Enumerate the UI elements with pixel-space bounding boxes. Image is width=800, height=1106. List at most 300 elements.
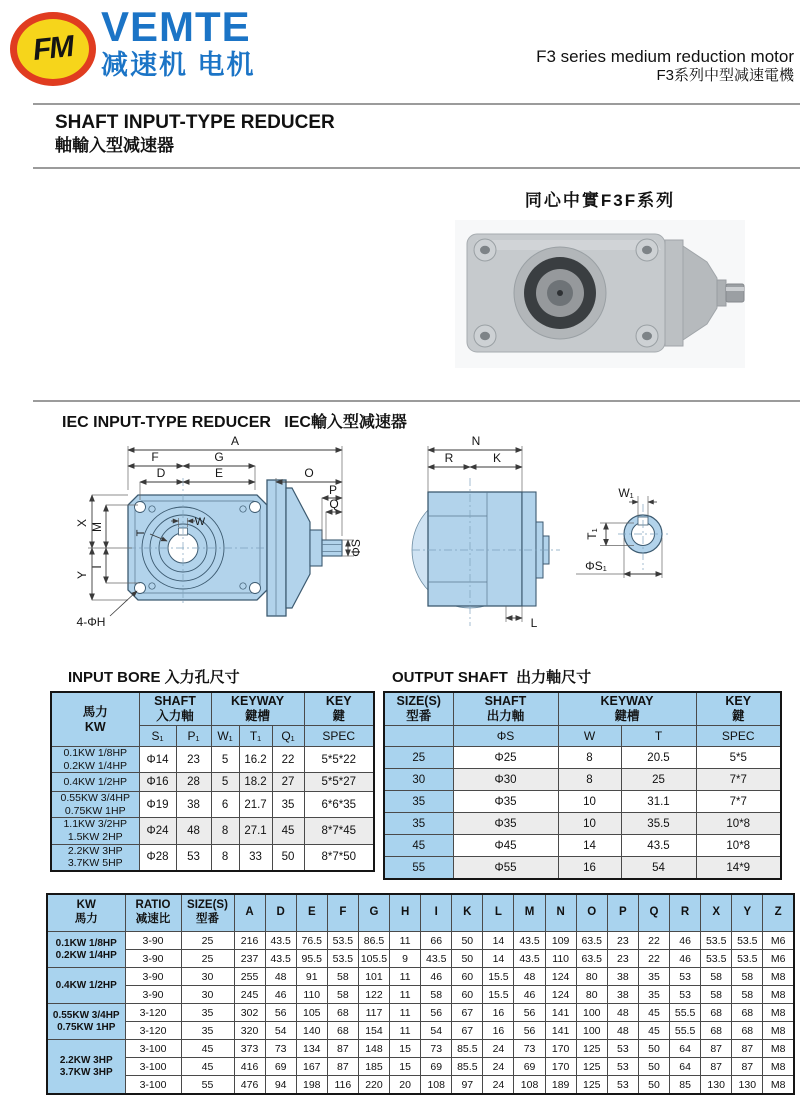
col-header-p1: P₁ — [176, 726, 211, 747]
value-cell: 73 — [421, 1040, 452, 1058]
value-cell: 69 — [421, 1058, 452, 1076]
value-cell: 97 — [452, 1076, 483, 1095]
col-header-shaft: SHAFT 入力軸 — [139, 692, 211, 726]
dim-label-O: O — [304, 466, 314, 480]
value-cell: Φ35 — [453, 813, 558, 835]
value-cell: 125 — [576, 1058, 607, 1076]
value-cell: 8*7*45 — [304, 818, 374, 844]
value-cell: 14*9 — [696, 857, 781, 880]
value-cell: 101 — [358, 968, 389, 986]
value-cell: 24 — [483, 1076, 514, 1095]
value-cell: 30 — [181, 968, 234, 986]
value-cell: 6 — [211, 792, 239, 818]
value-cell: 5 — [211, 773, 239, 792]
value-cell: Φ24 — [139, 818, 176, 844]
value-cell: 53.5 — [701, 950, 732, 968]
value-cell: 154 — [358, 1022, 389, 1040]
value-cell: 198 — [296, 1076, 327, 1095]
value-cell: 3-100 — [125, 1076, 181, 1095]
value-cell: 130 — [701, 1076, 732, 1095]
value-cell: 50 — [638, 1058, 669, 1076]
col-header-phis: ΦS — [453, 726, 558, 747]
cell-line: 2.2KW 3HP — [67, 844, 123, 857]
value-cell: 100 — [576, 1004, 607, 1022]
value-cell: 15 — [390, 1058, 421, 1076]
value-cell: 28 — [176, 773, 211, 792]
value-cell: 50 — [638, 1076, 669, 1095]
input-bore-title: INPUT BORE 入力孔尺寸 — [68, 669, 240, 686]
input-bore-tbody — [51, 747, 374, 871]
value-cell: 45 — [638, 1022, 669, 1040]
col-header-blank — [384, 726, 453, 747]
value-cell: 7*7 — [696, 769, 781, 791]
value-cell: 14 — [483, 950, 514, 968]
col-header-k: K — [452, 894, 483, 932]
value-cell: 10 — [558, 791, 621, 813]
value-cell: Φ19 — [139, 792, 176, 818]
value-cell: 35 — [638, 968, 669, 986]
value-cell: 8 — [558, 747, 621, 769]
cell-line: 1.5KW 2HP — [67, 830, 123, 843]
dim-label-Y: Y — [75, 570, 89, 580]
value-cell: 53.5 — [732, 950, 763, 968]
value-cell: 80 — [576, 968, 607, 986]
value-cell: 116 — [327, 1076, 358, 1095]
value-cell: 86.5 — [358, 932, 389, 950]
dim-label-W: W — [194, 516, 206, 528]
value-cell: 11 — [390, 986, 421, 1004]
col-header-s1: S₁ — [139, 726, 176, 747]
value-cell: M6 — [763, 950, 794, 968]
col-header-n: N — [545, 894, 576, 932]
value-cell: 50 — [638, 1040, 669, 1058]
value-cell: 48 — [265, 968, 296, 986]
value-cell: Φ14 — [139, 747, 176, 773]
output-shaft-row — [384, 857, 781, 880]
value-cell: 55.5 — [670, 1022, 701, 1040]
value-cell: 91 — [296, 968, 327, 986]
value-cell: 255 — [234, 968, 265, 986]
col-header-o: O — [576, 894, 607, 932]
value-cell: M8 — [763, 968, 794, 986]
value-cell: 20.5 — [621, 747, 696, 769]
cell-line: 0.1KW 1/8HP — [55, 937, 117, 949]
value-cell: 46 — [670, 950, 701, 968]
value-cell: 3-90 — [125, 968, 181, 986]
value-cell: M8 — [763, 1004, 794, 1022]
output-shaft-subheader-row — [384, 726, 781, 747]
col-header-spec: SPEC — [696, 726, 781, 747]
value-cell: Φ28 — [139, 844, 176, 871]
value-cell: 53.5 — [327, 932, 358, 950]
output-shaft-title: OUTPUT SHAFT 出力軸尺寸 — [392, 669, 592, 686]
value-cell: 43.5 — [265, 950, 296, 968]
value-cell: 8 — [211, 844, 239, 871]
value-cell: 15.5 — [483, 968, 514, 986]
size-label-cell: 25 — [384, 747, 453, 769]
value-cell: 55 — [181, 1076, 234, 1095]
brand-block — [101, 3, 256, 80]
series-title-en: F3 series medium reduction motor — [536, 47, 794, 66]
series-title-zh: F3系列中型减速電機 — [656, 67, 794, 85]
photo-caption: 同心中實F3F系列 — [524, 191, 676, 210]
output-shaft-header-row — [384, 692, 781, 726]
cell-line: 2.2KW 3HP — [59, 1054, 113, 1066]
value-cell: 68 — [327, 1022, 358, 1040]
value-cell: 67 — [452, 1022, 483, 1040]
value-cell: 63.5 — [576, 950, 607, 968]
value-cell: 11 — [390, 968, 421, 986]
value-cell: 58 — [732, 968, 763, 986]
value-cell: 68 — [701, 1004, 732, 1022]
value-cell: 94 — [265, 1076, 296, 1095]
kw-label-cell — [47, 1040, 125, 1095]
value-cell: 189 — [545, 1076, 576, 1095]
dimension-row — [47, 1004, 794, 1022]
value-cell: 68 — [701, 1022, 732, 1040]
value-cell: 11 — [390, 1022, 421, 1040]
output-shaft-row — [384, 769, 781, 791]
brand-subtitle: 减速机 电机 — [101, 50, 256, 80]
output-shaft-tbody — [384, 747, 781, 880]
value-cell: 108 — [421, 1076, 452, 1095]
value-cell: 105.5 — [358, 950, 389, 968]
dim-label-I: I — [90, 565, 104, 569]
input-bore-table — [50, 691, 375, 872]
value-cell: 80 — [576, 986, 607, 1004]
output-shaft-row — [384, 747, 781, 769]
value-cell: Φ16 — [139, 773, 176, 792]
dim-label-L: L — [530, 616, 538, 630]
value-cell: 58 — [701, 986, 732, 1004]
kw-label-cell — [47, 1004, 125, 1040]
value-cell: 25 — [181, 932, 234, 950]
value-cell: 124 — [545, 968, 576, 986]
dim-label-E: E — [214, 466, 224, 480]
cell-line: 0.2KW 1/4HP — [63, 759, 128, 772]
value-cell: 6*6*35 — [304, 792, 374, 818]
value-cell: 43.5 — [621, 835, 696, 857]
value-cell: 85 — [670, 1076, 701, 1095]
value-cell: 95.5 — [296, 950, 327, 968]
output-shaft-row — [384, 791, 781, 813]
value-cell: 7*7 — [696, 791, 781, 813]
col-header-size: SIZE(S) 型番 — [181, 894, 234, 932]
input-bore-row — [51, 747, 374, 773]
value-cell: M8 — [763, 1040, 794, 1058]
value-cell: 58 — [327, 986, 358, 1004]
value-cell: 50 — [452, 932, 483, 950]
value-cell: 68 — [732, 1022, 763, 1040]
value-cell: 35 — [272, 792, 304, 818]
value-cell: 476 — [234, 1076, 265, 1095]
value-cell: 24 — [483, 1058, 514, 1076]
dimension-row — [47, 1040, 794, 1058]
col-header-spec: SPEC — [304, 726, 374, 747]
value-cell: 46 — [670, 932, 701, 950]
power-label-cell — [51, 844, 139, 871]
dim-label-K: K — [492, 451, 502, 465]
value-cell: 53.5 — [327, 950, 358, 968]
value-cell: 46 — [514, 986, 545, 1004]
value-cell: 27.1 — [239, 818, 272, 844]
value-cell: 3-120 — [125, 1004, 181, 1022]
value-cell: 38 — [607, 968, 638, 986]
value-cell: 50 — [452, 950, 483, 968]
value-cell: 56 — [265, 1004, 296, 1022]
dim-label-W1: W₁ — [618, 486, 634, 500]
value-cell: 8*7*50 — [304, 844, 374, 871]
value-cell: 56 — [514, 1004, 545, 1022]
input-bore-row — [51, 773, 374, 792]
dim-label-G: G — [214, 450, 224, 464]
col-header-w1: W₁ — [211, 726, 239, 747]
power-label-cell — [51, 747, 139, 773]
value-cell: 16.2 — [239, 747, 272, 773]
value-cell: 10 — [558, 813, 621, 835]
value-cell: 9 — [390, 950, 421, 968]
value-cell: 141 — [545, 1004, 576, 1022]
value-cell: 45 — [181, 1058, 234, 1076]
value-cell: 54 — [421, 1022, 452, 1040]
col-header-keyway: KEYWAY 鍵槽 — [211, 692, 304, 726]
cell-line: 0.4KW 1/2HP — [63, 775, 128, 788]
value-cell: 124 — [545, 986, 576, 1004]
value-cell: 87 — [701, 1058, 732, 1076]
value-cell: 53.5 — [701, 932, 732, 950]
cell-line: 0.55KW 3/4HP — [60, 792, 130, 805]
col-header-y: Y — [732, 894, 763, 932]
dim-label-T1: T₁ — [585, 528, 599, 540]
value-cell: 43.5 — [514, 932, 545, 950]
dimension-diagram — [40, 430, 800, 662]
value-cell: 5*5*27 — [304, 773, 374, 792]
col-header-size: SIZE(S) 型番 — [384, 692, 453, 726]
value-cell: 16 — [483, 1004, 514, 1022]
value-cell: 18.2 — [239, 773, 272, 792]
value-cell: 87 — [732, 1040, 763, 1058]
value-cell: 220 — [358, 1076, 389, 1095]
value-cell: 67 — [452, 1004, 483, 1022]
value-cell: 63.5 — [576, 932, 607, 950]
value-cell: M8 — [763, 1058, 794, 1076]
col-header-a: A — [234, 894, 265, 932]
value-cell: 3-90 — [125, 932, 181, 950]
value-cell: 66 — [421, 932, 452, 950]
value-cell: 22 — [272, 747, 304, 773]
value-cell: 8 — [211, 818, 239, 844]
value-cell: 23 — [607, 932, 638, 950]
col-header-q1: Q₁ — [272, 726, 304, 747]
size-label-cell: 35 — [384, 791, 453, 813]
value-cell: 8 — [558, 769, 621, 791]
page-title — [55, 111, 335, 156]
dim-label-T: T — [135, 529, 147, 537]
value-cell: 35 — [638, 986, 669, 1004]
value-cell: 53 — [607, 1076, 638, 1095]
dim-label-phiS1: ΦS₁ — [585, 559, 607, 573]
series-block — [536, 46, 794, 86]
value-cell: 16 — [483, 1022, 514, 1040]
value-cell: 5 — [211, 747, 239, 773]
value-cell: 48 — [514, 968, 545, 986]
value-cell: 45 — [272, 818, 304, 844]
value-cell: 3-100 — [125, 1040, 181, 1058]
cell-line: 0.75KW 1HP — [64, 804, 126, 817]
col-header-z: Z — [763, 894, 794, 932]
brand-name: VEMTE — [101, 3, 251, 50]
divider — [33, 167, 800, 169]
value-cell: 24 — [483, 1040, 514, 1058]
logo-monogram: FM — [31, 30, 75, 67]
dimension-row — [47, 1076, 794, 1095]
value-cell: 68 — [732, 1004, 763, 1022]
cell-line: 0.1KW 1/8HP — [63, 747, 128, 759]
dimension-row — [47, 1022, 794, 1040]
value-cell: 21.7 — [239, 792, 272, 818]
cell-line: 0.2KW 1/4HP — [55, 949, 117, 961]
value-cell: 58 — [421, 986, 452, 1004]
value-cell: 302 — [234, 1004, 265, 1022]
output-shaft-row — [384, 813, 781, 835]
value-cell: 109 — [545, 932, 576, 950]
value-cell: 85.5 — [452, 1040, 483, 1058]
col-header-g: G — [358, 894, 389, 932]
value-cell: 27 — [272, 773, 304, 792]
value-cell: 245 — [234, 986, 265, 1004]
value-cell: 23 — [607, 950, 638, 968]
col-header-x: X — [701, 894, 732, 932]
dim-label-F: F — [151, 450, 159, 464]
output-shaft-table — [383, 691, 782, 880]
value-cell: 148 — [358, 1040, 389, 1058]
value-cell: 3-120 — [125, 1022, 181, 1040]
value-cell: 31.1 — [621, 791, 696, 813]
value-cell: 22 — [638, 950, 669, 968]
value-cell: 43.5 — [265, 932, 296, 950]
value-cell: 69 — [265, 1058, 296, 1076]
col-header-t: T — [621, 726, 696, 747]
value-cell: 58 — [327, 968, 358, 986]
value-cell: 110 — [296, 986, 327, 1004]
value-cell: Φ25 — [453, 747, 558, 769]
input-bore-header-row — [51, 692, 374, 726]
value-cell: 125 — [576, 1040, 607, 1058]
value-cell: 122 — [358, 986, 389, 1004]
value-cell: 68 — [327, 1004, 358, 1022]
value-cell: 53 — [670, 986, 701, 1004]
divider — [33, 103, 800, 105]
value-cell: 53 — [670, 968, 701, 986]
value-cell: 5*5 — [696, 747, 781, 769]
value-cell: 87 — [327, 1040, 358, 1058]
brand-logo — [10, 12, 96, 86]
page-title-en: SHAFT INPUT-TYPE REDUCER — [55, 112, 335, 133]
value-cell: 30 — [181, 986, 234, 1004]
value-cell: 87 — [732, 1058, 763, 1076]
value-cell: 38 — [607, 986, 638, 1004]
power-label-cell — [51, 773, 139, 792]
cell-line: 0.55KW 3/4HP — [52, 1009, 120, 1021]
col-header-p: P — [607, 894, 638, 932]
divider — [33, 400, 800, 402]
value-cell: 105 — [296, 1004, 327, 1022]
value-cell: Φ45 — [453, 835, 558, 857]
col-header-shaft: SHAFT 出力軸 — [453, 692, 558, 726]
dimension-row — [47, 950, 794, 968]
output-shaft-row — [384, 835, 781, 857]
value-cell: 108 — [514, 1076, 545, 1095]
col-header-key: KEY 鍵 — [696, 692, 781, 726]
value-cell: 55.5 — [670, 1004, 701, 1022]
value-cell: 22 — [638, 932, 669, 950]
value-cell: 416 — [234, 1058, 265, 1076]
value-cell: 85.5 — [452, 1058, 483, 1076]
col-header-h: H — [390, 894, 421, 932]
value-cell: 25 — [181, 950, 234, 968]
value-cell: 87 — [327, 1058, 358, 1076]
col-header-e: E — [296, 894, 327, 932]
value-cell: 14 — [558, 835, 621, 857]
kw-label-cell — [47, 932, 125, 968]
dimension-table — [46, 893, 795, 1095]
value-cell: 53 — [176, 844, 211, 871]
value-cell: 33 — [239, 844, 272, 871]
value-cell: 56 — [514, 1022, 545, 1040]
dimension-row — [47, 986, 794, 1004]
col-header-w: W — [558, 726, 621, 747]
size-label-cell: 35 — [384, 813, 453, 835]
cell-line: 0.75KW 1HP — [57, 1021, 116, 1033]
value-cell: 56 — [421, 1004, 452, 1022]
value-cell: 60 — [452, 968, 483, 986]
value-cell: 48 — [176, 818, 211, 844]
product-photo — [455, 220, 745, 368]
value-cell: 38 — [176, 792, 211, 818]
value-cell: 14 — [483, 932, 514, 950]
value-cell: 20 — [390, 1076, 421, 1095]
value-cell: 46 — [265, 986, 296, 1004]
value-cell: 43.5 — [421, 950, 452, 968]
value-cell: 64 — [670, 1058, 701, 1076]
value-cell: M8 — [763, 1022, 794, 1040]
cell-line: 3.7KW 5HP — [67, 857, 123, 870]
dim-label-4phiH: 4-ΦH — [76, 615, 106, 629]
cell-line: 3.7KW 3HP — [59, 1066, 113, 1078]
size-label-cell: 55 — [384, 857, 453, 880]
value-cell: 54 — [265, 1022, 296, 1040]
dimension-tbody — [47, 932, 794, 1095]
col-header-f: F — [327, 894, 358, 932]
dim-label-R: R — [444, 451, 454, 465]
power-label-cell — [51, 792, 139, 818]
value-cell: 117 — [358, 1004, 389, 1022]
size-label-cell: 30 — [384, 769, 453, 791]
value-cell: 60 — [452, 986, 483, 1004]
input-bore-row — [51, 844, 374, 871]
value-cell: 185 — [358, 1058, 389, 1076]
value-cell: 320 — [234, 1022, 265, 1040]
col-header-i: I — [421, 894, 452, 932]
gearbox-photo-illustration — [455, 220, 745, 368]
value-cell: 76.5 — [296, 932, 327, 950]
value-cell: 167 — [296, 1058, 327, 1076]
value-cell: 15 — [390, 1040, 421, 1058]
value-cell: M8 — [763, 1076, 794, 1095]
col-header-q: Q — [638, 894, 669, 932]
value-cell: 23 — [176, 747, 211, 773]
value-cell: 130 — [732, 1076, 763, 1095]
